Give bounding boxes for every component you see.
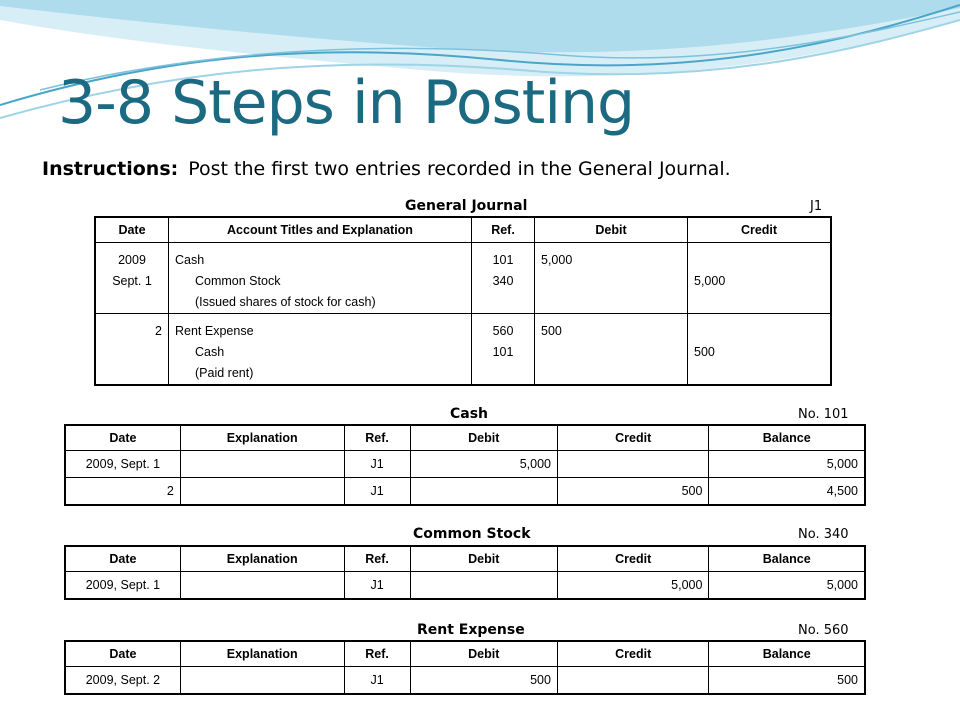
ledger-credit (557, 667, 708, 695)
journal-entry-refs (472, 243, 535, 314)
ledger-rent-expense-title: Rent Expense (417, 622, 525, 638)
ledger-col-date: Date (65, 641, 180, 667)
ledger-ref: J1 (344, 478, 410, 506)
journal-ref: 101 (492, 345, 514, 359)
ledger-rent-expense-number: No. 560 (798, 623, 849, 638)
ledger-rent-expense-table (64, 640, 866, 695)
journal-entry-credit (688, 314, 832, 386)
journal-entry-refs (472, 314, 535, 386)
ledger-col-explanation: Explanation (180, 546, 344, 572)
ledger-col-ref: Ref. (344, 425, 410, 451)
ledger-col-debit: Debit (410, 425, 557, 451)
ledger-header-row (65, 546, 865, 572)
journal-entry-accounts (169, 314, 472, 386)
ledger-ref: J1 (344, 572, 410, 600)
ledger-header-row (65, 425, 865, 451)
journal-explanation: (Issued shares of stock for cash) (195, 295, 376, 309)
ledger-balance: 4,500 (709, 478, 865, 506)
ledger-credit: 500 (557, 478, 708, 506)
ledger-debit (410, 572, 557, 600)
journal-entry-credit (688, 243, 832, 314)
journal-ref: 340 (492, 274, 514, 288)
ledger-balance: 500 (709, 667, 865, 695)
ledger-date: 2009, Sept. 2 (65, 667, 180, 695)
journal-col-debit: Debit (535, 217, 688, 243)
page-title: 3-8 Steps in Posting (58, 68, 635, 138)
journal-col-date: Date (95, 217, 169, 243)
ledger-cash-title: Cash (450, 406, 489, 422)
ledger-col-credit: Credit (557, 546, 708, 572)
journal-credit-amount: 5,000 (694, 274, 726, 288)
ledger-cash-table (64, 424, 866, 506)
ledger-header-row (65, 641, 865, 667)
ledger-col-ref: Ref. (344, 641, 410, 667)
ledger-col-credit: Credit (557, 641, 708, 667)
journal-credit-amount: 500 (694, 345, 715, 359)
instructions-text: Post the first two entries recorded in the General Journal. (188, 158, 731, 180)
journal-date-line: 2 (155, 324, 162, 338)
journal-ref: 101 (492, 253, 514, 267)
journal-col-credit: Credit (688, 217, 832, 243)
ledger-common-stock-table (64, 545, 866, 600)
journal-date-line: Sept. 1 (112, 274, 152, 288)
journal-debit-amount: 5,000 (541, 253, 573, 267)
instructions (42, 158, 731, 180)
ledger-common-stock-title: Common Stock (413, 526, 531, 542)
ledger-col-balance: Balance (709, 425, 865, 451)
ledger-explanation (180, 451, 344, 478)
instructions-lead: Instructions: (42, 158, 179, 180)
ledger-date: 2 (65, 478, 180, 506)
journal-account-credit: Common Stock (195, 274, 281, 288)
journal-ref: 560 (492, 324, 514, 338)
ledger-col-date: Date (65, 546, 180, 572)
journal-entry-debit (535, 243, 688, 314)
table-row (65, 572, 865, 600)
table-row (65, 667, 865, 695)
ledger-col-credit: Credit (557, 425, 708, 451)
journal-date-line: 2009 (118, 253, 146, 267)
journal-entry-accounts (169, 243, 472, 314)
ledger-date: 2009, Sept. 1 (65, 572, 180, 600)
journal-page: J1 (810, 199, 823, 214)
ledger-credit: 5,000 (557, 572, 708, 600)
ledger-col-balance: Balance (709, 641, 865, 667)
ledger-col-date: Date (65, 425, 180, 451)
journal-header-row (95, 217, 831, 243)
journal-account-debit: Rent Expense (175, 324, 254, 338)
journal-col-account: Account Titles and Explanation (169, 217, 472, 243)
ledger-explanation (180, 478, 344, 506)
ledger-credit (557, 451, 708, 478)
ledger-explanation (180, 667, 344, 695)
ledger-explanation (180, 572, 344, 600)
ledger-common-stock-number: No. 340 (798, 527, 849, 542)
journal-debit-amount: 500 (541, 324, 562, 338)
journal-entry-date (95, 243, 169, 314)
journal-entry-date (95, 314, 169, 386)
ledger-col-debit: Debit (410, 641, 557, 667)
journal-account-debit: Cash (175, 253, 205, 267)
ledger-balance: 5,000 (709, 572, 865, 600)
ledger-col-explanation: Explanation (180, 641, 344, 667)
table-row (65, 451, 865, 478)
ledger-ref: J1 (344, 451, 410, 478)
journal-entry-row (95, 243, 831, 314)
ledger-col-debit: Debit (410, 546, 557, 572)
ledger-ref: J1 (344, 667, 410, 695)
journal-entry-row (95, 314, 831, 386)
journal-entry-debit (535, 314, 688, 386)
ledger-col-balance: Balance (709, 546, 865, 572)
ledger-cash-number: No. 101 (798, 407, 849, 422)
ledger-date: 2009, Sept. 1 (65, 451, 180, 478)
general-journal-table (94, 216, 832, 386)
journal-explanation: (Paid rent) (195, 366, 254, 380)
journal-col-ref: Ref. (472, 217, 535, 243)
ledger-balance: 5,000 (709, 451, 865, 478)
journal-title: General Journal (405, 198, 528, 214)
journal-account-credit: Cash (195, 345, 225, 359)
ledger-debit (410, 478, 557, 506)
ledger-col-explanation: Explanation (180, 425, 344, 451)
ledger-col-ref: Ref. (344, 546, 410, 572)
table-row (65, 478, 865, 506)
ledger-debit: 500 (410, 667, 557, 695)
ledger-debit: 5,000 (410, 451, 557, 478)
